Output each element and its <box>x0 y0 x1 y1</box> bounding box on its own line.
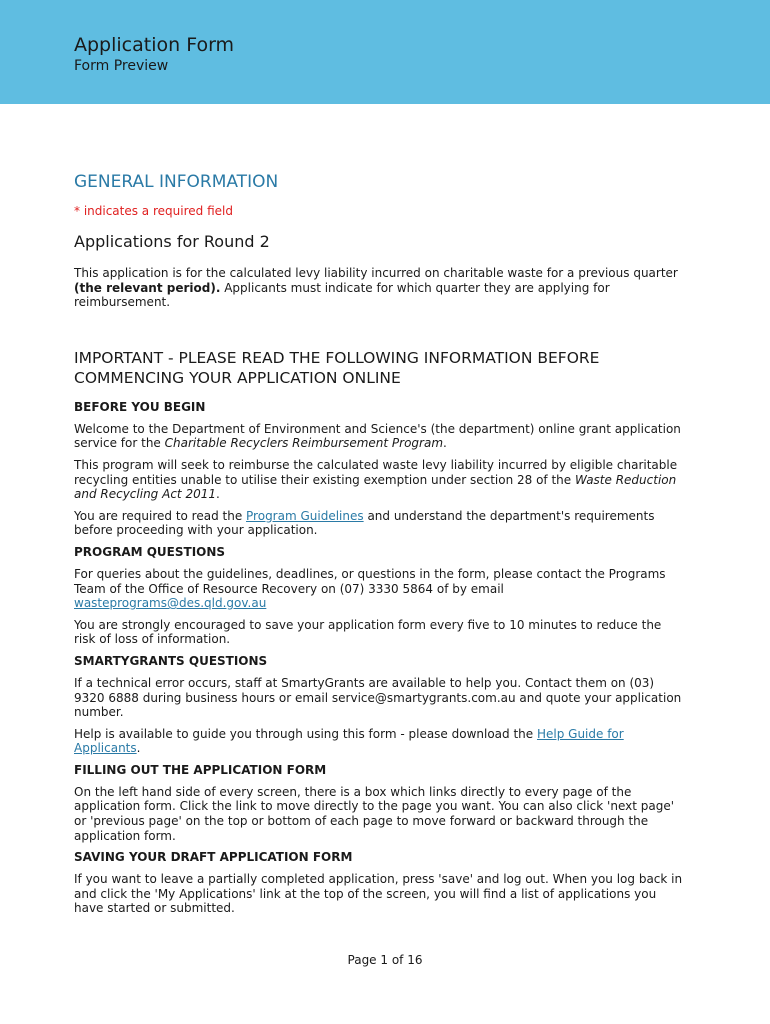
before-you-begin-heading: BEFORE YOU BEGIN <box>74 399 206 414</box>
form-content <box>74 172 684 923</box>
program-contact-paragraph: For queries about the guidelines, deadlines, or questions in the form, please contact the Programs Team of the Office of Resource Recovery on (07) 3330 5864 of by email wasteprograms@des.qld.gov.au <box>74 566 666 611</box>
round-heading: Applications for Round 2 <box>74 232 270 251</box>
saving-draft-heading: SAVING YOUR DRAFT APPLICATION FORM <box>74 850 353 865</box>
program-questions-heading: PROGRAM QUESTIONS <box>74 544 226 559</box>
email-link[interactable]: wasteprograms@des.qld.gov.au <box>74 596 267 611</box>
important-heading: IMPORTANT - PLEASE READ THE FOLLOWING INFORMATION BEFORE COMMENCING YOUR APPLICATION ONLINE <box>74 348 600 387</box>
smartygrants-questions-heading: SMARTYGRANTS QUESTIONS <box>74 653 268 668</box>
section-heading-general: GENERAL INFORMATION <box>74 172 279 192</box>
filling-out-paragraph: On the left hand side of every screen, there is a box which links directly to every page of the application form. Click the link to move directly to the page you want. You can also click 'next page' or 'previous page' on the top or bottom of each page to move forward or backward through the application form. <box>74 784 674 843</box>
save-reminder-paragraph: You are strongly encouraged to save your application form every five to 10 minutes to reduce the risk of loss of information. <box>74 617 662 647</box>
page-title: Application Form <box>74 34 235 56</box>
program-guidelines-link[interactable]: Program Guidelines <box>246 508 364 523</box>
help-guide-link[interactable]: Help Guide for Applicants <box>74 726 624 756</box>
page-subtitle: Form Preview <box>74 58 169 74</box>
guidelines-paragraph: You are required to read the Program Guidelines and understand the department's requirements before proceeding with your application. <box>74 508 655 538</box>
intro-paragraph: This application is for the calculated levy liability incurred on charitable waste for a previous quarter (the relevant period). Applicants must indicate for which quarter they are applying for reimbursement. <box>74 266 678 310</box>
program-description-paragraph: This program will seek to reimburse the calculated waste levy liability incurred by eligible charitable recycling entities unable to utilise their existing exemption under section 28 of the Waste Reduction and Recycling Act 2011. <box>74 457 678 502</box>
header-banner <box>0 0 770 104</box>
technical-error-paragraph: If a technical error occurs, staff at SmartyGrants are available to help you. Contact them on (03) 9320 6888 during business hours or email service@smartygrants.com.au and quote your application number. <box>74 675 682 720</box>
page-number: Page 1 of 16 <box>347 953 423 967</box>
welcome-paragraph: Welcome to the Department of Environment and Science's (the department) online grant application service for the Charitable Recyclers Reimbursement Program. <box>74 421 681 451</box>
required-field-note: * indicates a required field <box>74 204 233 218</box>
filling-out-heading: FILLING OUT THE APPLICATION FORM <box>74 762 327 777</box>
help-guide-paragraph: Help is available to guide you through using this form - please download the Help Guide for Applicants. <box>74 726 624 756</box>
saving-draft-paragraph: If you want to leave a partially completed application, press 'save' and log out. When you log back in and click the 'My Applications' link at the top of the screen, you will find a list of applications you have started or submitted. <box>74 872 683 916</box>
